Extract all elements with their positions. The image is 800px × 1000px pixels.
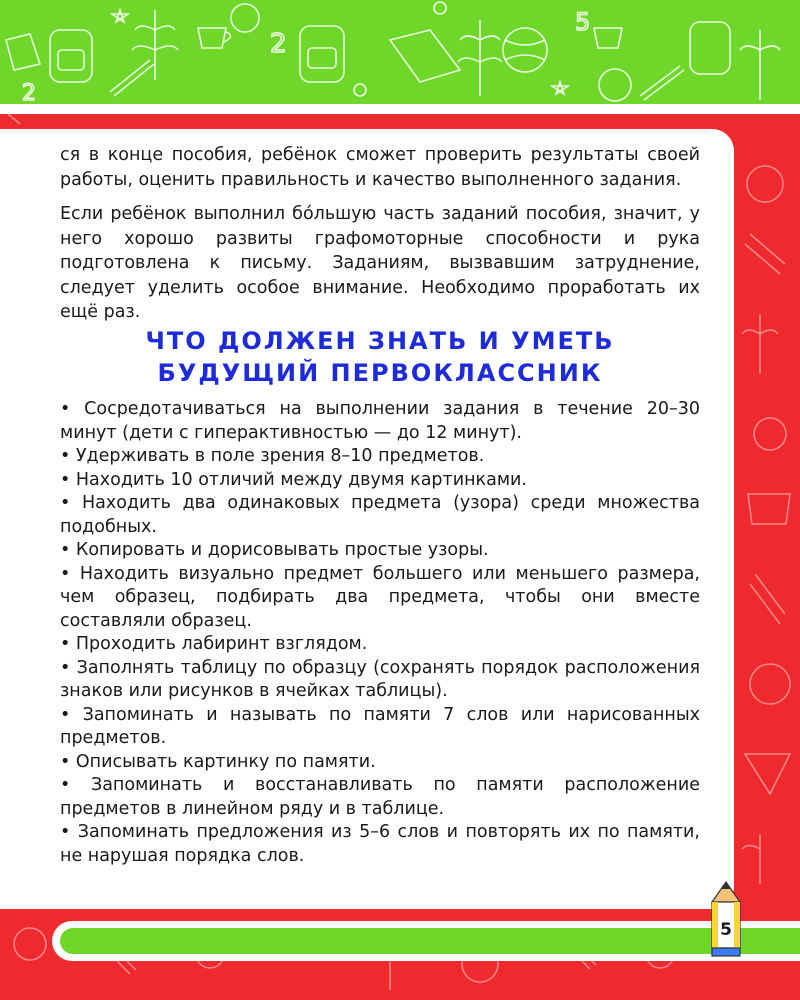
svg-text:5: 5 — [575, 8, 591, 36]
school-doodle-pattern — [0, 0, 800, 104]
bottom-green-bar — [60, 928, 800, 954]
list-item: • Находить 10 отличий между двумя картинками. — [60, 469, 700, 493]
skills-list — [60, 398, 700, 868]
list-item: • Описывать картинку по памяти. — [60, 751, 700, 775]
list-item: • Заполнять таблицу по образцу (сохранять порядок расположения знаков или рисунков в ячейках таблицы). — [60, 657, 700, 704]
top-doodle-band — [0, 0, 800, 104]
svg-text:2: 2 — [270, 29, 287, 59]
list-item: • Запоминать и восстанавливать по памяти расположение предметов в линейном ряду и в таблице. — [60, 774, 700, 821]
page-number: 5 — [720, 920, 732, 940]
divider-stripe — [0, 104, 800, 114]
list-item: • Проходить лабиринт взглядом. — [60, 633, 700, 657]
list-item: • Копировать и дорисовывать простые узоры. — [60, 539, 700, 563]
list-item: • Находить визуально предмет большего или меньшего размера, чем образец, подбирать два предмета, чтобы они вместе составляли образец. — [60, 563, 700, 634]
list-item: • Находить два одинаковых предмета (узора) среди множества подобных. — [60, 492, 700, 539]
intro-paragraph-2: Если ребёнок выполнил бóльшую часть заданий пособия, значит, у него хорошо развиты графомоторные способности и рука подготовлена к письму. Заданиям, вызвавшим затруднение, следует уделить особое внимание. Необходимо проработать их ещё раз. — [60, 204, 700, 322]
list-item: • Запоминать и называть по памяти 7 слов или нарисованных предметов. — [60, 704, 700, 751]
section-heading-line-1: ЧТО ДОЛЖЕН ЗНАТЬ И УМЕТЬ — [145, 327, 615, 355]
svg-text:2: 2 — [22, 81, 36, 104]
list-item: • Сосредотачиваться на выполнении задания в течение 20–30 минут (дети с гиперактивностью — до 12 минут). — [60, 398, 700, 445]
intro-paragraph-1: ся в конце пособия, ребёнок сможет проверить результаты своей работы, оценить правильность и качество выполненного задания. — [60, 145, 700, 190]
list-item: • Удерживать в поле зрения 8–10 предметов. — [60, 445, 700, 469]
list-item: • Запоминать предложения из 5–6 слов и повторять их по памяти, не нарушая порядка слов. — [60, 821, 700, 868]
section-heading-line-2: БУДУЩИЙ ПЕРВОКЛАССНИК — [157, 359, 603, 387]
